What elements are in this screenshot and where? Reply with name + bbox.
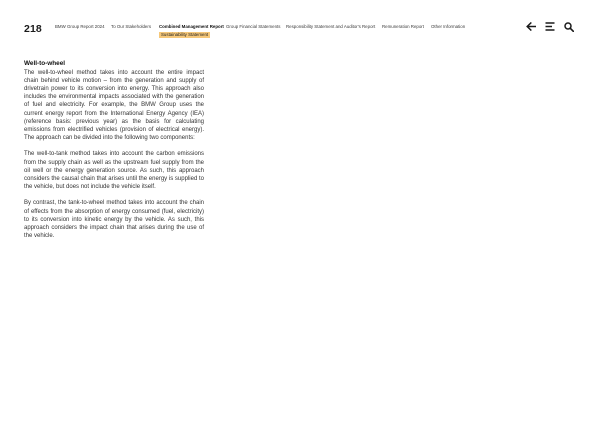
sub-section-badge[interactable]: Sustainability Statement: [161, 32, 209, 37]
section-heading: Well-to-wheel: [24, 60, 66, 67]
paragraph-well-to-tank: The well-to-tank method takes into account the carbon emissions from the supply chain as well as the upstream fuel supply from the oil well or the energy generation source. As such, this approach considers the causal chain that arises until the energy is supplied to the vehicle, but does not include the vehicle itself.: [24, 151, 204, 191]
paragraph-well-to-wheel: The well-to-wheel method takes into account the entire impact chain behind vehicle motion – from the generation and supply of drivetrain power to its conversion into energy. This approach also includes the environmental impacts associated with the generation of fuel and electricity. For example, the BMW Group uses the current energy report from the International Energy Agency (IEA) (reference basis: previous year) as the basis for calculating emissions from electrified vehicles (provision of electrical energy). The approach can be divided into the following two components:: [24, 69, 204, 142]
page-number: 218: [24, 23, 42, 35]
nav-link-auditors-report[interactable]: Responsibility Statement and Auditor's Report: [286, 24, 376, 29]
nav-link-other-information[interactable]: Other Information: [431, 24, 466, 29]
nav-link-remuneration-report[interactable]: Remuneration Report: [382, 24, 424, 29]
main-content: [24, 60, 204, 248]
nav-link-stakeholders[interactable]: To Our Stakeholders: [111, 24, 152, 29]
nav-link-report[interactable]: BMW Group Report 2024: [55, 24, 105, 29]
search-icon[interactable]: [563, 21, 574, 32]
header-icons: [525, 21, 574, 32]
back-arrow-icon[interactable]: [525, 21, 536, 32]
nav-link-management-report[interactable]: Combined Management Report: [159, 24, 224, 29]
paragraph-tank-to-wheel: By contrast, the tank-to-wheel method takes into account the chain of effects from the absorption of energy consumed (fuel, electricity) to its conversion into kinetic energy by the vehicle. As such, this approach considers the impact chain that arises during the use of the vehicle.: [24, 200, 204, 240]
nav-link-financial-statements[interactable]: Group Financial Statements: [226, 24, 281, 29]
menu-icon[interactable]: [544, 21, 555, 32]
